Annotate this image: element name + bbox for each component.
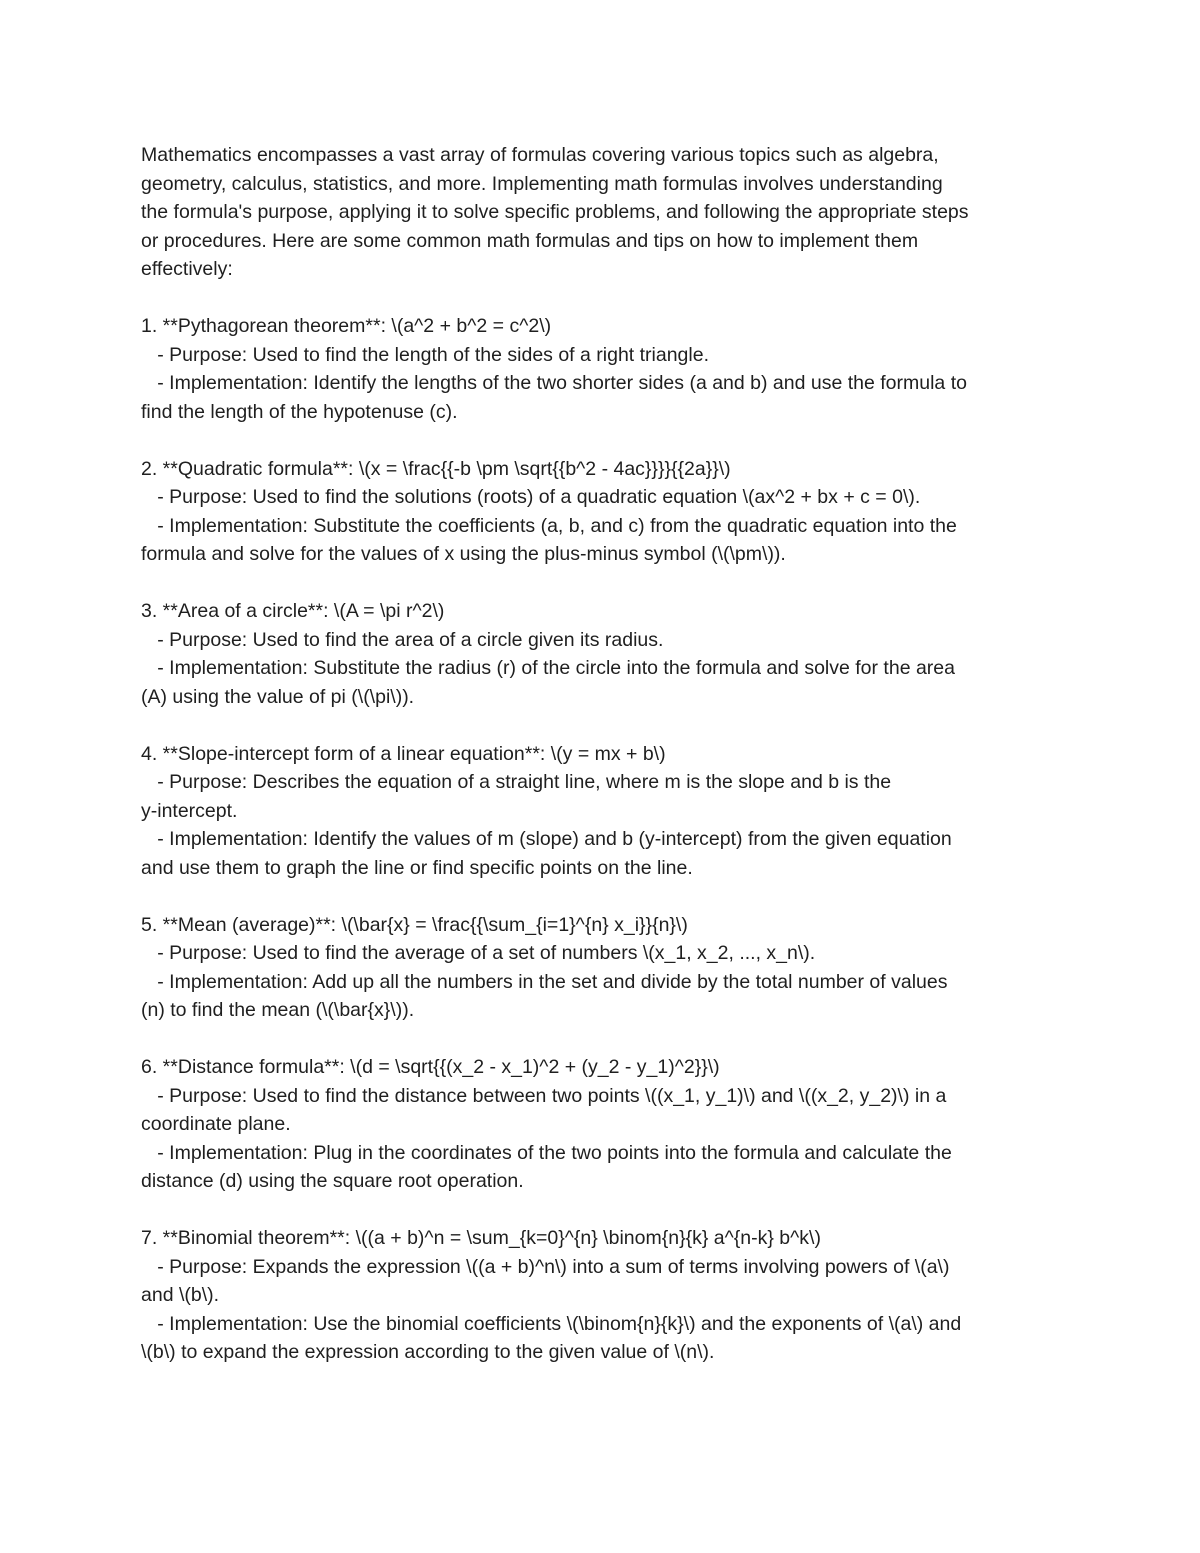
purpose-line: - Purpose: Used to find the area of a circle given its radius. (141, 628, 664, 651)
purpose-line: - Purpose: Used to find the average of a set of numbers \(x_1, x_2, ..., x_n\). (141, 942, 816, 964)
implementation-line: (n) to find the mean (\(\bar{x}\)). (141, 999, 415, 1021)
section-heading: 6. **Distance formula**: \(d = \sqrt{{(x_2 - x_1)^2 + (y_2 - y_1)^2}}\) (141, 1056, 720, 1078)
purpose-line: - Purpose: Describes the equation of a straight line, where m is the slope and b is the (141, 771, 892, 793)
purpose-line: - Purpose: Expands the expression \((a + b)^n\) into a sum of terms involving powers of \(a\) (141, 1255, 950, 1278)
implementation-line: - Implementation: Plug in the coordinates of the two points into the formula and calculate the (141, 1141, 952, 1164)
implementation-line: - Implementation: Use the binomial coefficients \(\binom{n}{k}\) and the exponents of \(a\) and (141, 1312, 962, 1335)
paragraph-gap (141, 426, 1061, 455)
paragraph-gap (141, 1196, 1061, 1225)
implementation-line: (A) using the value of pi (\(\pi\)). (141, 685, 415, 708)
implementation-line: find the length of the hypotenuse (c). (141, 400, 458, 423)
section-heading: 2. **Quadratic formula**: \(x = \frac{{-b \pm \sqrt{{b^2 - 4ac}}}}{{2a}}\) (141, 457, 731, 480)
section-heading: 4. **Slope-intercept form of a linear equation**: \(y = mx + b\) (141, 742, 666, 765)
paragraph-gap (141, 711, 1061, 740)
document-page (141, 141, 1061, 1367)
intro-paragraph (141, 141, 1061, 284)
section-distance-formula (141, 1053, 1061, 1196)
text-line: geometry, calculus, statistics, and more. Implementing math formulas involves understanding (141, 172, 943, 195)
section-slope-intercept-form (141, 740, 1061, 883)
section-heading: 7. **Binomial theorem**: \((a + b)^n = \sum_{k=0}^{n} \binom{n}{k} a^{n-k} b^k\) (141, 1227, 821, 1249)
purpose-line: y-intercept. (141, 799, 238, 822)
paragraph-gap (141, 284, 1061, 313)
section-area-of-circle (141, 597, 1061, 711)
implementation-line: - Implementation: Substitute the coefficients (a, b, and c) from the quadratic equation into the (141, 514, 957, 537)
implementation-line: \(b\) to expand the expression according to the given value of \(n\). (141, 1341, 715, 1363)
implementation-line: formula and solve for the values of x using the plus-minus symbol (\(\pm\)). (141, 543, 786, 565)
implementation-line: distance (d) using the square root operation. (141, 1170, 524, 1192)
text-line: the formula's purpose, applying it to solve specific problems, and following the appropriate steps (141, 201, 969, 223)
section-binomial-theorem (141, 1224, 1061, 1367)
purpose-line: - Purpose: Used to find the distance between two points \((x_1, y_1)\) and \((x_2, y_2)\) in a (141, 1084, 947, 1107)
implementation-line: - Implementation: Add up all the numbers in the set and divide by the total number of values (141, 970, 948, 993)
section-heading: 3. **Area of a circle**: \(A = \pi r^2\) (141, 600, 445, 622)
paragraph-gap (141, 569, 1061, 598)
implementation-line: - Implementation: Substitute the radius (r) of the circle into the formula and solve for the area (141, 657, 955, 679)
implementation-line: and use them to graph the line or find specific points on the line. (141, 856, 693, 879)
implementation-line: - Implementation: Identify the lengths of the two shorter sides (a and b) and use the formula to (141, 372, 967, 394)
purpose-line: - Purpose: Used to find the length of the sides of a right triangle. (141, 343, 709, 366)
purpose-line: - Purpose: Used to find the solutions (roots) of a quadratic equation \(ax^2 + bx + c = 0\). (141, 486, 921, 508)
purpose-line: coordinate plane. (141, 1113, 291, 1135)
section-mean-average (141, 911, 1061, 1025)
implementation-line: - Implementation: Identify the values of m (slope) and b (y-intercept) from the given equation (141, 828, 952, 850)
section-pythagorean-theorem (141, 312, 1061, 426)
paragraph-gap (141, 1025, 1061, 1054)
section-heading: 5. **Mean (average)**: \(\bar{x} = \frac{{\sum_{i=1}^{n} x_i}}{n}\) (141, 913, 688, 936)
section-quadratic-formula (141, 455, 1061, 569)
section-heading: 1. **Pythagorean theorem**: \(a^2 + b^2 = c^2\) (141, 315, 552, 337)
text-line: Mathematics encompasses a vast array of formulas covering various topics such as algebra, (141, 144, 939, 166)
text-line: or procedures. Here are some common math formulas and tips on how to implement them (141, 229, 919, 252)
paragraph-gap (141, 882, 1061, 911)
text-line: effectively: (141, 258, 233, 280)
purpose-line: and \(b\). (141, 1284, 220, 1306)
